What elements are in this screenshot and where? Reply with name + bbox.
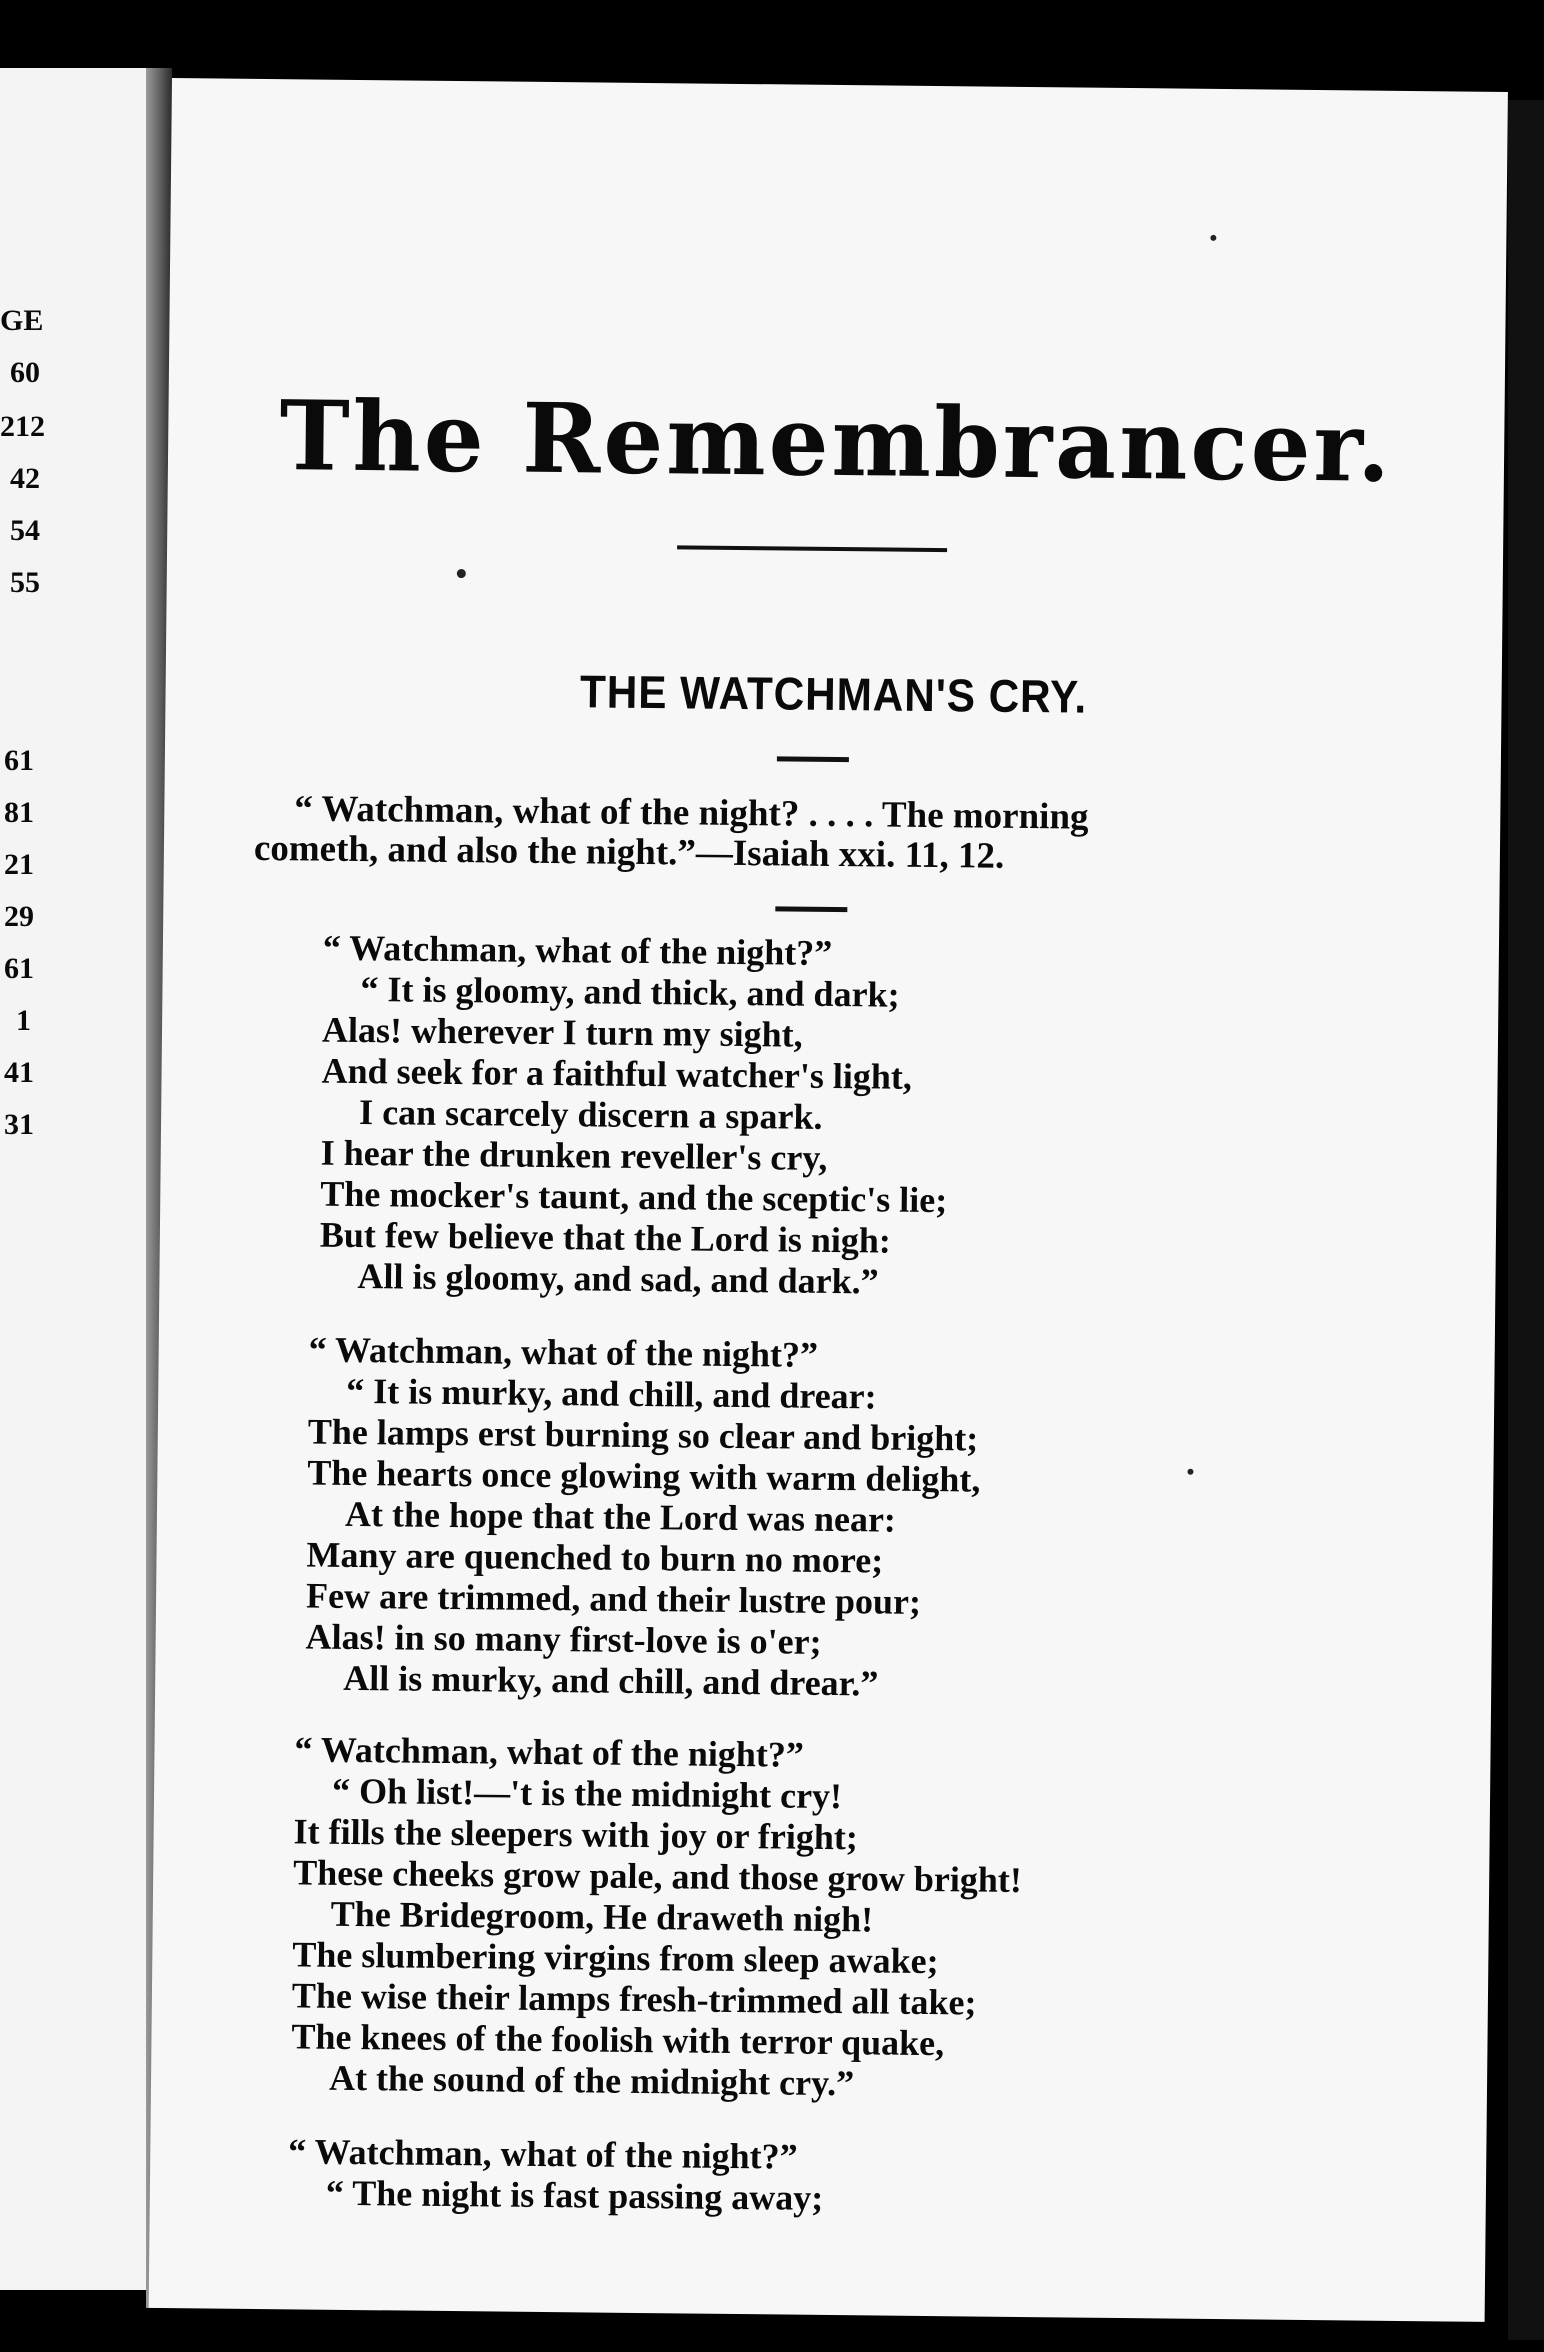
book-page [149,78,1508,2322]
verse-line: And seek for a faithful watcher's light, [321,1050,913,1097]
verse-line: Alas! in so many first-love is o'er; [305,1616,822,1662]
verse-line: It fills the sleepers with joy or fright; [293,1811,859,1858]
index-entry: 55 [10,566,40,599]
verse-line: “ The night is fast passing away; [325,2172,824,2218]
verse-line: “ Watchman, what of the night?” [294,1729,805,1775]
index-entry: 42 [10,462,40,495]
verse-line: I can scarcely discern a spark. [358,1092,823,1137]
index-entry: 81 [4,796,34,829]
index-entry: 41 [4,1056,34,1089]
verse-line: Alas! wherever I turn my sight, [321,1009,803,1055]
epigraph [254,789,1345,880]
index-entry: 54 [10,514,40,547]
index-entry: 61 [4,952,34,985]
running-header [168,378,1505,505]
verse-line: The slumbering virgins from sleep awake; [292,1934,939,1982]
verse-line: “ Oh list!—'t is the midnight cry! [331,1770,843,1817]
index-entry: 212 [0,410,45,443]
verse-line: At the hope that the Lord was near: [344,1493,897,1540]
stanza-1 [319,928,1423,1308]
verse-line: The knees of the foolish with terror quake, [291,2016,945,2064]
verse-line: The lamps erst burning so clear and bright; [307,1411,979,1459]
verse-line: These cheeks grow pale, and those grow bright! [293,1852,1023,1900]
verse-line: At the sound of the midnight cry.” [328,2057,855,2104]
page-edge [1508,100,1544,2340]
verse-line: All is murky, and chill, and drear.” [343,1657,879,1704]
index-entry: GE [0,304,44,337]
verse-line: The mocker's taunt, and the sceptic's lie; [320,1173,948,1221]
verse-line: The Bridegroom, He draweth nigh! [330,1893,874,1940]
verse-line: “ It is murky, and chill, and drear: [346,1370,877,1417]
verse-line: All is gloomy, and sad, and dark.” [357,1256,879,1302]
verse-line: The wise their lamps fresh-trimmed all take; [291,1975,977,2023]
epigraph-line: “ Watchman, what of the night? . . . . The morning [294,788,1089,838]
verse-line: Many are quenched to burn no more; [306,1534,884,1581]
epigraph-rule [775,906,847,912]
index-entry: 60 [10,356,40,389]
facing-page-index [0,68,146,2290]
index-entry: 1 [16,1004,31,1037]
header-rule [677,545,947,552]
verse-line: The hearts once glowing with warm delight, [307,1452,981,1500]
poem-title: THE WATCHMAN'S CRY. [579,665,1088,723]
speck [457,569,466,578]
running-title: The Remembrancer. [278,379,1394,504]
verse-line: “ Watchman, what of the night?” [288,2131,798,2177]
verse-line: “ Watchman, what of the night?” [322,927,833,973]
index-entry: 21 [4,848,34,881]
epigraph-line: cometh, and also the night.”—Isaiah xxi. 11, 12. [253,827,1005,877]
stanza-4 [288,2131,1389,2225]
title-rule [777,756,849,762]
verse-line: Few are trimmed, and their lustre pour; [305,1575,922,1622]
index-entry: 31 [4,1108,34,1141]
index-entry: 61 [4,744,34,777]
index-entry: 29 [4,900,34,933]
stanza-2 [305,1330,1409,1710]
verse-line: “ It is gloomy, and thick, and dark; [360,969,900,1015]
verse-line: But few believe that the Lord is nigh: [319,1214,892,1261]
speck [1187,1469,1193,1475]
verse-line: “ Watchman, what of the night?” [308,1329,819,1375]
speck [1210,235,1216,241]
stanza-3 [291,1729,1395,2109]
verse-line: I hear the drunken reveller's cry, [320,1132,828,1178]
